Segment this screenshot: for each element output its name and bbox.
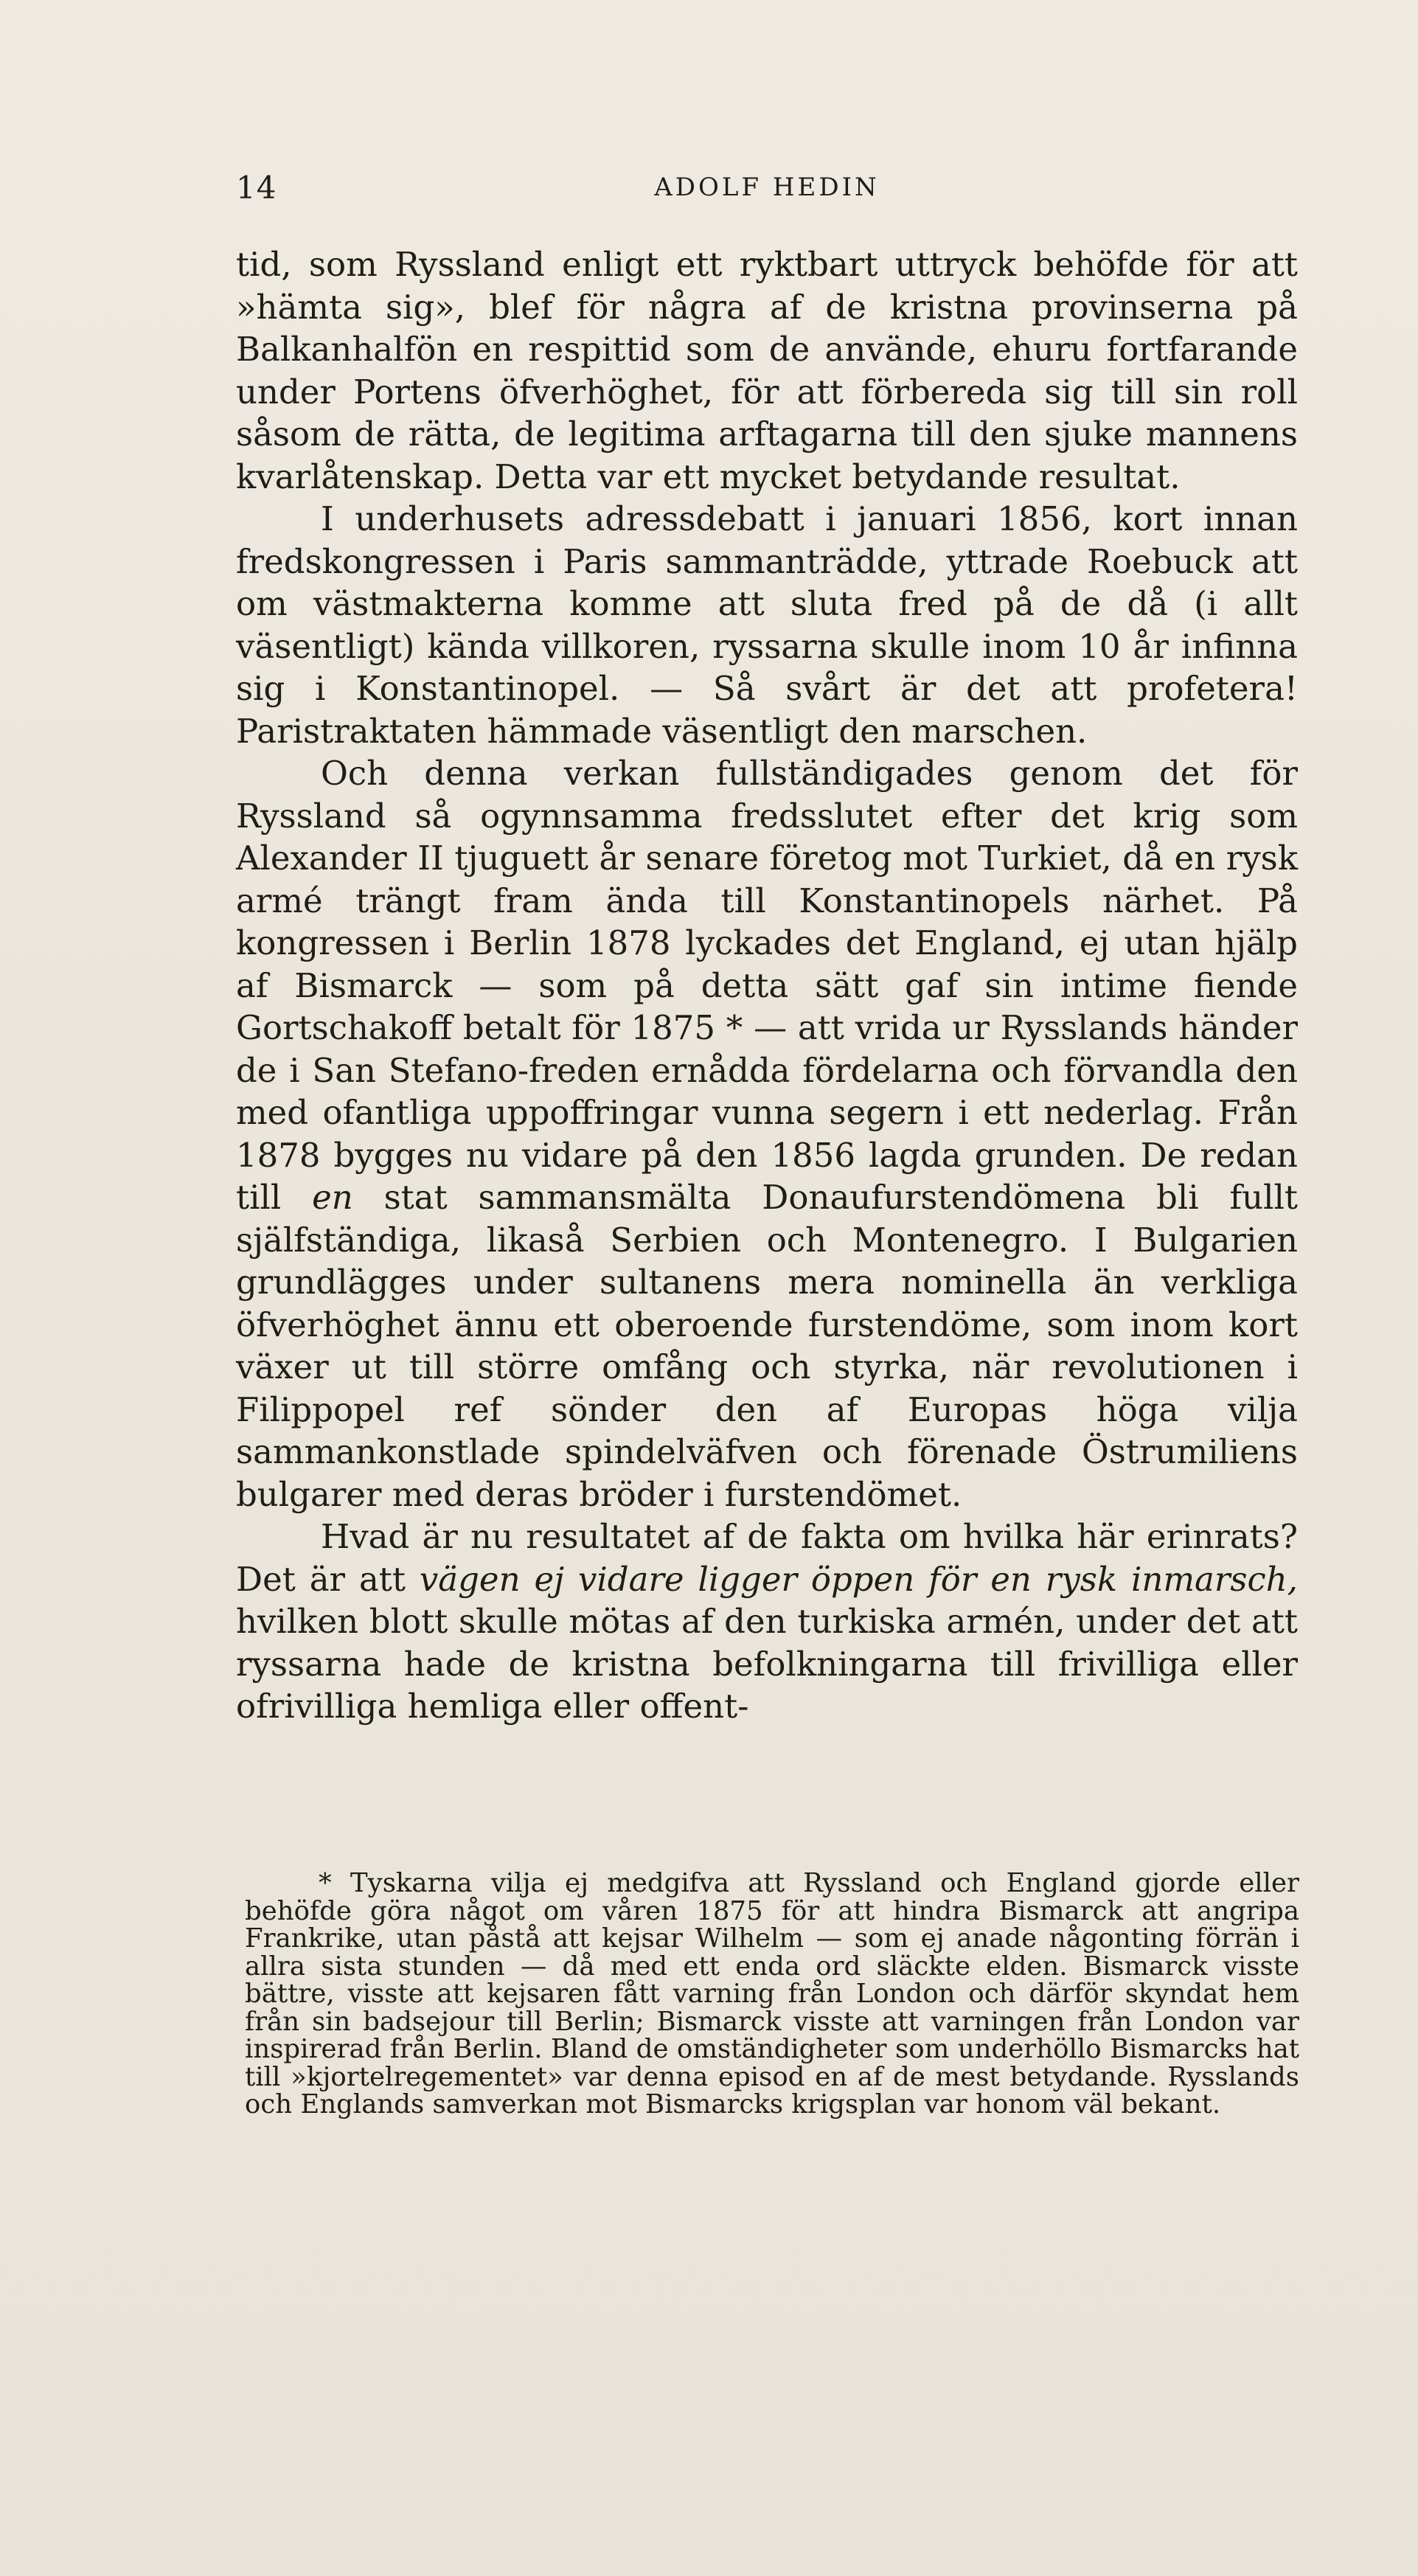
running-title: ADOLF HEDIN — [654, 173, 880, 202]
footnote — [245, 1869, 1299, 2119]
paragraph-2: I underhusets adressdebatt i januari 1856, kort innan fredskongressen i Paris sammanträdde, yttrade Roebuck att om västmakterna komme att sluta fred på de då (i allt väsentligt) kända villkoren, ryssarna skulle inom 10 år infinna sig i Konstantinopel. — Så svårt är det att profetera! Paristraktaten hämmade väsentligt den marschen. — [236, 499, 1298, 751]
paragraph-1: tid, som Ryssland enligt ett ryktbart uttryck behöfde för att »hämta sig», blef för några af de kristna provinserna på Balkanhalfön en respittid som de använde, ehuru fortfarande under Portens öfverhöghet, för att förbereda sig till sin roll såsom de rätta, de legitima arftagarna till den sjuke mannens kvarlåtenskap. Detta var ett mycket betydande resultat. — [236, 245, 1298, 496]
main-text — [236, 243, 1298, 1728]
italic-word-en: en — [312, 1178, 353, 1217]
paragraph-3 — [236, 752, 1298, 1516]
page-header — [236, 170, 1298, 221]
footnote-text: * Tyskarna vilja ej medgifva att Ryssland och England gjorde eller behöfde göra något om våren 1875 för att hindra Bismarck att angripa Frankrike, utan påstå att kejsar Wilhelm — som ej anade någonting förrän i allra sista stunden — då med ett enda ord släckte elden. Bismarck visste bättre, visste att kejsaren fått varning från London och därför skyndat hem från sin badsejour till Berlin; Bismarck visste att varningen från London var inspirerad från Berlin. Bland de omständigheter som underhöllo Bismarcks hat till »kjortelregementet» var denna episod en af de mest betydande. Rysslands och Englands samverkan mot Bismarcks krigsplan var honom väl bekant. — [245, 1868, 1299, 2120]
paragraph-4-part-1: Hvad är nu resultatet af de fakta om hvilka här erinrats? Det är att — [236, 1517, 1298, 1599]
paragraph-3-part-1: Och denna verkan fullständigades genom det för Ryssland så ogynnsamma fredsslutet efter det krig som Alexander II tjuguett år senare företog mot Turkiet, då en rysk armé trängt fram ända till Konstantinopels närhet. På kongressen i Berlin 1878 lyckades det England, ej utan hjälp af Bismarck — som på detta sätt gaf sin intime fiende Gortschakoff betalt för 1875 * — att vrida ur Rysslands händer de i San Stefano-freden ernådda fördelarna och förvandla den med ofantliga uppoffringar vunna segern i ett nederlag. Från 1878 bygges nu vidare på den 1856 lagda grunden. De redan till — [236, 754, 1298, 1217]
paragraph-4-part-2: hvilken blott skulle mötas af den turkiska armén, under det att ryssarna hade de kristna befolkningarna till frivilliga eller ofrivilliga hemliga eller offent- — [236, 1602, 1298, 1726]
page-number: 14 — [236, 170, 277, 206]
paragraph-3-part-2: stat sammansmälta Donaufurstendömena bli fullt själfständiga, likaså Serbien och Montenegro. I Bulgarien grundlägges under sultanens mera nominella än verkliga öfverhöghet ännu ett oberoende furstendöme, som inom kort växer ut till större omfång och styrka, när revolutionen i Filippopel ref sönder den af Europas höga vilja sammankonstlade spindelväfven och förenade Östrumiliens bulgarer med deras bröder i furstendömet. — [236, 1178, 1298, 1514]
italic-phrase: vägen ej vidare ligger öppen för en rysk inmarsch, — [419, 1559, 1298, 1599]
paragraph-4 — [236, 1516, 1298, 1728]
